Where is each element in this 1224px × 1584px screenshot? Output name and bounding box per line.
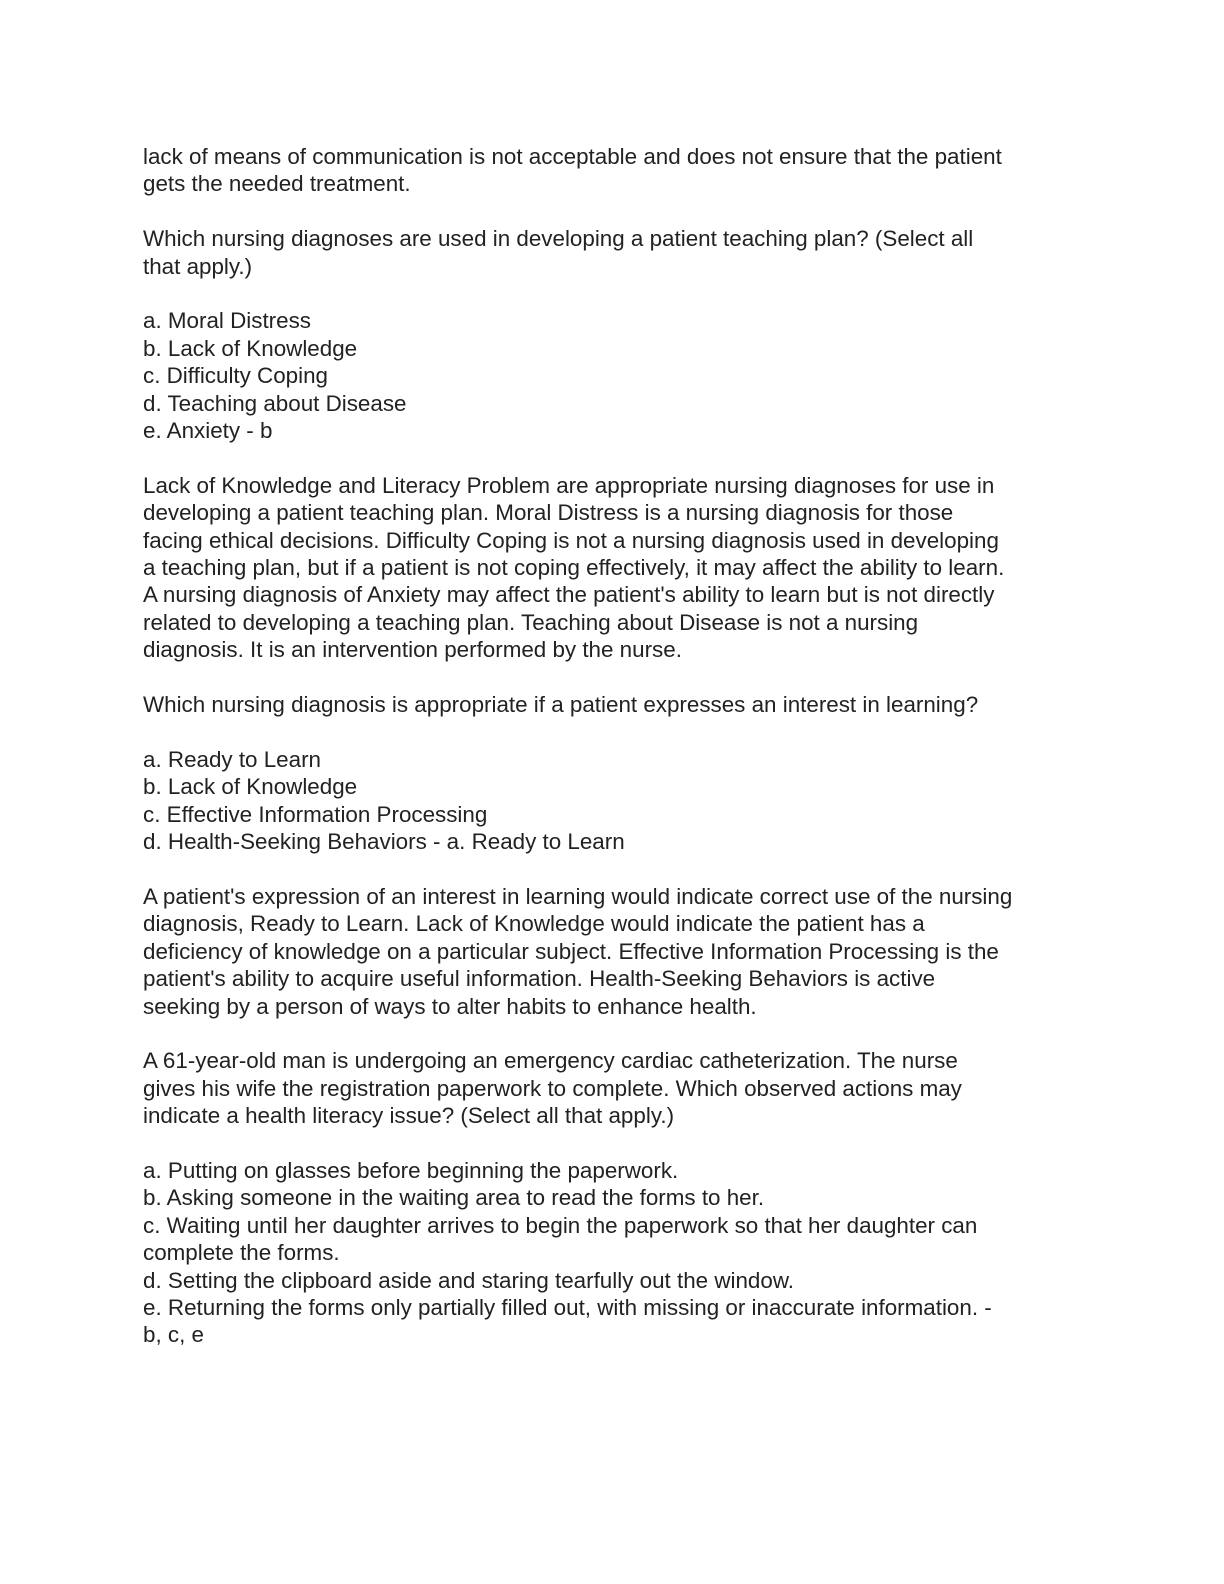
explanation-line: a teaching plan, but if a patient is not coping effectively, it may affect the ability to learn. <box>143 555 1005 581</box>
explanation-line: diagnosis, Ready to Learn. Lack of Knowledge would indicate the patient has a <box>143 911 925 937</box>
paragraph-gap <box>143 855 1073 882</box>
option-a: a. Ready to Learn <box>143 746 321 772</box>
text-line: gets the needed treatment. <box>143 171 411 197</box>
paragraph-gap <box>143 1130 1073 1157</box>
question-text: Which nursing diagnoses are used in developing a patient teaching plan? (Select all <box>143 226 974 252</box>
question-1-options <box>143 307 1073 444</box>
question-1 <box>143 225 1073 280</box>
explanation-line: deficiency of knowledge on a particular subject. Effective Information Processing is the <box>143 938 999 964</box>
explanation-line: Lack of Knowledge and Literacy Problem are appropriate nursing diagnoses for use in <box>143 472 995 498</box>
option-a: a. Moral Distress <box>143 308 311 334</box>
explanation-line: developing a patient teaching plan. Moral Distress is a nursing diagnosis for those <box>143 500 954 526</box>
option-d-answer: d. Health-Seeking Behaviors - a. Ready to Learn <box>143 829 625 855</box>
paragraph-gap <box>143 664 1073 691</box>
option-c-continued: complete the forms. <box>143 1240 340 1266</box>
explanation-line: facing ethical decisions. Difficulty Coping is not a nursing diagnosis used in developing <box>143 527 999 553</box>
paragraph-gap <box>143 280 1073 307</box>
paragraph-gap <box>143 444 1073 471</box>
paragraph-gap <box>143 1020 1073 1047</box>
explanation-line: seeking by a person of ways to alter habits to enhance health. <box>143 993 757 1019</box>
option-b: b. Asking someone in the waiting area to read the forms to her. <box>143 1185 765 1211</box>
option-b: b. Lack of Knowledge <box>143 335 358 361</box>
option-d: d. Teaching about Disease <box>143 390 407 416</box>
paragraph-gap <box>143 718 1073 745</box>
question-text: Which nursing diagnosis is appropriate if a patient expresses an interest in learning? <box>143 692 979 718</box>
question-2-options <box>143 746 1073 856</box>
paragraph-gap <box>143 198 1073 225</box>
explanation-line: patient's ability to acquire useful information. Health-Seeking Behaviors is active <box>143 966 936 992</box>
option-e-answer: e. Anxiety - b <box>143 418 273 444</box>
option-c: c. Difficulty Coping <box>143 363 329 389</box>
explanation-line: diagnosis. It is an intervention performed by the nurse. <box>143 637 682 663</box>
option-c: c. Effective Information Processing <box>143 801 488 827</box>
question-2 <box>143 691 1073 718</box>
question-text: A 61-year-old man is undergoing an emergency cardiac catheterization. The nurse <box>143 1048 958 1074</box>
explanation-line: A patient's expression of an interest in learning would indicate correct use of the nursing <box>143 883 1013 909</box>
question-text: that apply.) <box>143 253 253 279</box>
question-text: indicate a health literacy issue? (Select all that apply.) <box>143 1103 675 1129</box>
option-e: e. Returning the forms only partially filled out, with missing or inaccurate information. - <box>143 1294 992 1320</box>
explanation-line: related to developing a teaching plan. Teaching about Disease is not a nursing <box>143 609 919 635</box>
question-2-explanation <box>143 883 1073 1020</box>
explanation-line: A nursing diagnosis of Anxiety may affect the patient's ability to learn but is not directly <box>143 582 995 608</box>
question-3-options <box>143 1157 1073 1349</box>
intro-paragraph <box>143 143 1073 198</box>
text-line: lack of means of communication is not acceptable and does not ensure that the patient <box>143 144 1002 169</box>
question-1-explanation <box>143 472 1073 664</box>
document-page <box>143 143 1073 1349</box>
question-text: gives his wife the registration paperwork to complete. Which observed actions may <box>143 1075 962 1101</box>
option-d: d. Setting the clipboard aside and staring tearfully out the window. <box>143 1267 794 1293</box>
option-a: a. Putting on glasses before beginning the paperwork. <box>143 1157 679 1183</box>
question-3 <box>143 1047 1073 1129</box>
option-c: c. Waiting until her daughter arrives to begin the paperwork so that her daughter can <box>143 1212 978 1238</box>
answer-line: b, c, e <box>143 1322 204 1348</box>
option-b: b. Lack of Knowledge <box>143 774 358 800</box>
